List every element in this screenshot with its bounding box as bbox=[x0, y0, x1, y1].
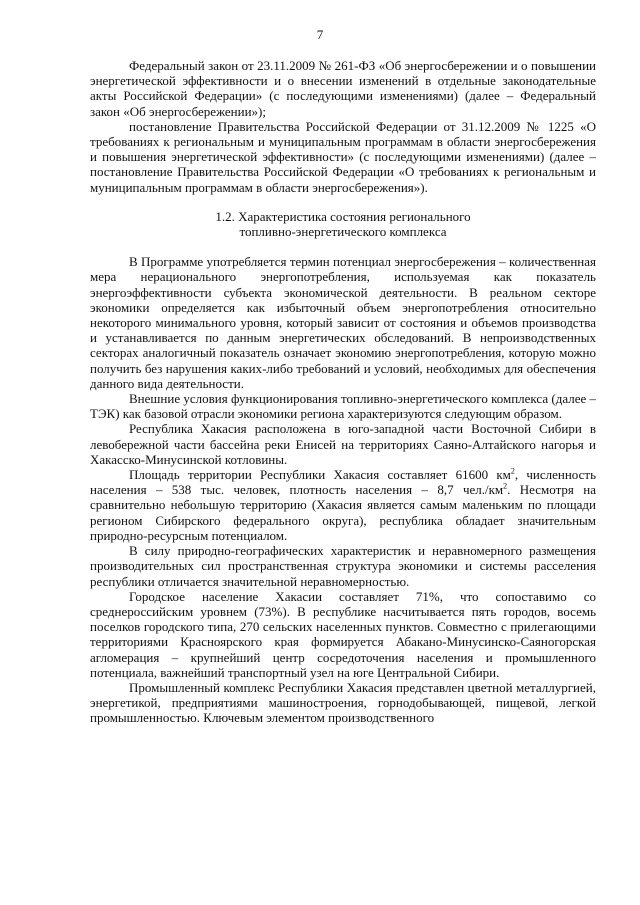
area-superscript-1: 2 bbox=[510, 466, 515, 476]
paragraph-urban-population: Городское население Хакасии составляет 71%, что сопоставимо со среднероссийским уровнем (73%). В республике насчитывается пять городов, восемь поселков городского типа, 270 сельских населенных пунктов. Совместно с прилегающими территориями Красноярского края формируется Абакано-Минусинско-Саяногорская агломерация – крупнейший центр сосредоточения населения и промышленного потенциала, важнейший транспортный узел на юге Центральной Сибири. bbox=[90, 588, 596, 680]
area-superscript-2: 2 bbox=[503, 481, 508, 491]
page-number: 7 bbox=[316, 27, 324, 42]
section-heading bbox=[90, 209, 596, 239]
section-heading-line-2: топливно-энергетического комплекса bbox=[239, 224, 447, 240]
paragraph-external-conditions: Внешние условия функционирования топливно-энергетического комплекса (далее – ТЭК) как базовой отрасли экономики региона характеризуются следующим образом. bbox=[90, 391, 596, 422]
area-text-1: Площадь территории Республики Хакасия составляет 61600 км bbox=[129, 467, 511, 483]
paragraph-energy-saving-potential: В Программе употребляется термин потенциал энергосбережения – количественная мера нерационального энергопотребления, используемая как показатель энергоэффективности субъекта экономической деятельности. В реальном секторе экономики определяется как избыточный объем энергопотребления относительно некоторого минимального уровня, который зависит от состояния и объемов производства и устанавливается по данным энергетических обследований. В непроизводственных секторах аналогичный показатель означает экономию энергопотребления, которую можно получить без нарушения каких-либо требований и условий, необходимых для обеспечения данного вида деятельности. bbox=[90, 254, 596, 391]
area-text-2: , численность населения – 538 тыс. человек, плотность населения – 8,7 чел./км bbox=[90, 467, 597, 498]
paragraph-area-population bbox=[90, 467, 596, 543]
paragraph-spatial-structure: В силу природно-географических характеристик и неравномерного размещения производительных сил пространственная структура экономики и системы расселения республики отличается значительной неравномерностью. bbox=[90, 543, 596, 589]
paragraph-location: Республика Хакасия расположена в юго-западной части Восточной Сибири в левобережной части бассейна реки Енисей на территориях Саяно-Алтайского нагорья и Хакасско-Минусинской котловины. bbox=[90, 421, 596, 467]
paragraph-industrial-complex: Промышленный комплекс Республики Хакасия представлен цветной металлургией, энергетикой, предприятиями машиностроения, горнодобывающей, пищевой, легкой промышленностью. Ключевым элементом производственного bbox=[90, 679, 596, 726]
paragraph-federal-law: Федеральный закон от 23.11.2009 № 261-ФЗ «Об энергосбережении и о повышении энергетической эффективности и о внесении изменений в отдельные законодательные акты Российской Федерации» (с последующими изменениями) (далее – Федеральный закон «Об энергосбережении»); bbox=[90, 58, 596, 119]
area-text-3: . Несмотря на сравнительно небольшую территорию (Хакасия является самым маленьким по площади регионом Сибирского федерального округа), республика обладает значительным природно-ресурсным потенциалом. bbox=[90, 482, 596, 543]
paragraph-government-decree: постановление Правительства Российской Федерации от 31.12.2009 № 1225 «О требованиях к региональным и муниципальным программам в области энергосбережения и повышения энергетической эффективности» (с последующими изменениями) (далее – постановление Правительства Российской Федерации «О требованиях к региональным и муниципальным программам в области энергосбережения»). bbox=[90, 118, 596, 195]
page-content bbox=[90, 58, 596, 726]
section-heading-line-1: 1.2. Характеристика состояния регионального bbox=[215, 208, 471, 224]
